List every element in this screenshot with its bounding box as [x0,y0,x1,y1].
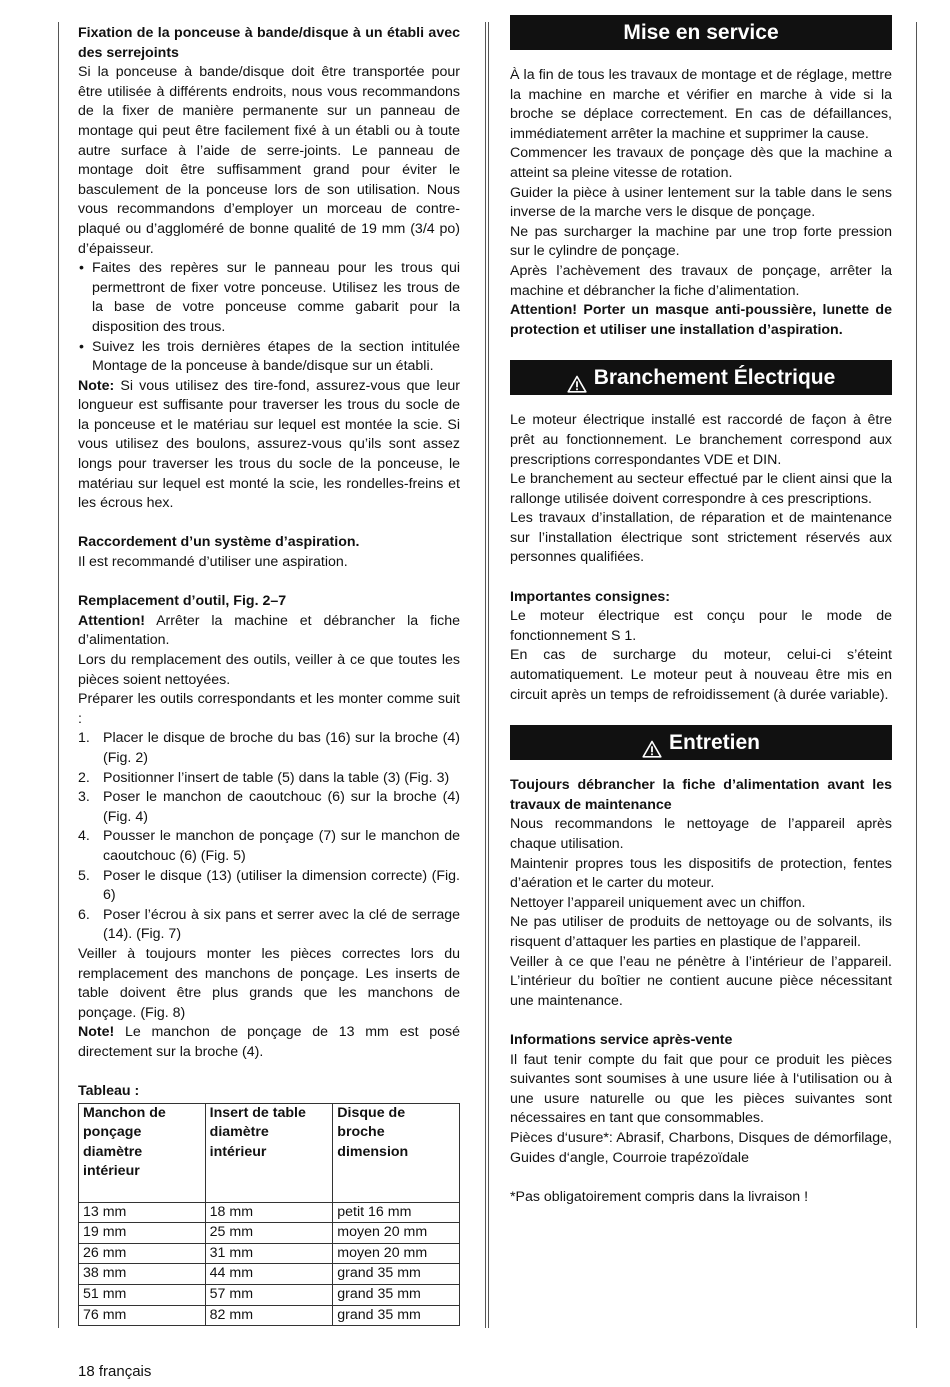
branchement-banner [510,360,892,395]
table-cell: 82 mm [205,1305,333,1326]
mise-en-service-title: Mise en service [623,21,779,44]
step-text: Poser l’écrou à six pans et serrer avec la clé de serrage (14). (Fig. 7) [103,906,460,943]
mise-paragraph: Ne pas surcharger la machine par une trop forte pression sur le cylindre de ponçage. [510,223,892,260]
entretien-paragraph: Maintenir propres tous les dispositifs de protection, fentes d’aération et le carter du moteur. [510,855,892,892]
table-row [79,1202,460,1223]
step-number: 4. [78,828,90,845]
step-number: 1. [78,730,90,747]
table-header-cell: Insert de table diamètre intérieur [205,1103,333,1202]
table-cell: 76 mm [79,1305,206,1326]
remplacement-note [78,1023,460,1062]
table-cell: 25 mm [205,1223,333,1244]
entretien-lead: Toujours débrancher la fiche d’alimentation avant les travaux de maintenance [510,777,892,813]
step-text: Pousser le manchon de ponçage (7) sur le manchon de caoutchouc (6) (Fig. 5) [103,828,460,864]
mise-paragraph: Guider la pièce à usiner lentement sur la table dans le sens inverse de la marche vers le disque de ponçage. [510,184,892,221]
step-item [78,827,460,866]
table-row [79,1243,460,1264]
bullet-item: • Faites des repères sur le panneau pour les trous qui permettront de fixer votre ponceuse. Utilisez les trous de la base de votre ponceuse comme gabarit pour la disposition des trous. [78,259,460,337]
branchement-title: Branchement Électrique [593,366,836,390]
branchement-paragraph: Le branchement au secteur effectué par le client ainsi que la rallonge utilisée doivent correspondre à ces prescriptions. [510,471,892,507]
step-text: Poser le disque (13) (utiliser la dimension correcte) (Fig. 6) [103,867,460,904]
right-margin-rule [916,22,917,1328]
table-cell: 44 mm [205,1264,333,1285]
column-divider-left [485,22,486,1328]
table-cell: moyen 20 mm [333,1223,460,1244]
fixation-title: Fixation de la ponceuse à bande/disque à un établi avec des serrejoints [78,25,460,61]
note-label: Note! [78,1024,115,1041]
step-number: 2. [78,769,90,786]
table-cell: grand 35 mm [333,1285,460,1306]
page-footer: 18 français [78,1363,152,1380]
step-text: Positionner l’insert de table (5) dans la table (3) (Fig. 3) [103,769,450,786]
step-number: 5. [78,867,90,884]
left-margin-rule [58,22,59,1328]
mise-warning: Attention! Porter un masque anti-poussière, lunette de protection et utiliser une installation d’aspiration. [510,302,892,338]
table-cell: 57 mm [205,1285,333,1306]
table-header-cell: Disque de broche dimension [333,1103,460,1202]
table-cell: 19 mm [79,1223,206,1244]
left-column [78,24,460,1326]
step-item [78,867,460,906]
right-column [510,15,892,1207]
section-branchement [510,360,892,705]
table-row [79,1264,460,1285]
warning-triangle-icon [567,369,587,387]
aspiration-body: Il est recommandé d’utiliser une aspiration. [78,554,348,571]
table-cell: 18 mm [205,1202,333,1223]
table-header-cell: Manchon de ponçage diamètre intérieur [79,1103,206,1202]
step-number: 6. [78,906,90,923]
table-cell: moyen 20 mm [333,1243,460,1264]
step-text: Placer le disque de broche du bas (16) sur la broche (4) (Fig. 2) [103,730,460,766]
table-cell: 26 mm [79,1243,206,1264]
table-cell: petit 16 mm [333,1202,460,1223]
remplacement-p2: Préparer les outils correspondants et les monter comme suit : [78,691,460,727]
fixation-body: Si la ponceuse à bande/disque doit être transportée pour être utilisée à différents endroits, nous vous recommandons de la fixer de manière permanente sur un panneau de montage qui peut être facilement fixé à un établi ou à toute autre surface à l’aide de serre-joints. Le panneau de montage doit être suffisamment grand pour éviter le basculement de la ponceuse lors de son utilisation. Nous vous recommandons d’employer un morceau de contre-plaqué ou d’aggloméré de bonne qualité de 19 mm (3/4 po) d’épaisseur. [78,64,460,257]
table-row [79,1285,460,1306]
fixation-note [78,377,460,514]
table-cell: 38 mm [79,1264,206,1285]
step-number: 3. [78,789,90,806]
mise-paragraph: Après l’achèvement des travaux de ponçage, arrêter la machine et débrancher la fiche d’alimentation. [510,262,892,299]
service-paragraph: Il faut tenir compte du fait que pour ce produit les pièces suivantes sont soumises à une usure liée à l‘utilisation ou à une usure naturelle ou que les pièces suivantes sont nécessaires en tant que consommables. [510,1051,892,1127]
remplacement-title: Remplacement d’outil, Fig. 2–7 [78,593,287,610]
section-remplacement [78,592,460,1062]
table-row [79,1305,460,1326]
table-cell: 31 mm [205,1243,333,1264]
tableau-title: Tableau : [78,1083,140,1100]
note-label: Note: [78,377,115,394]
step-item [78,788,460,827]
step-text: Poser le manchon de caoutchouc (6) sur la broche (4) (Fig. 4) [103,789,460,825]
service-title: Informations service après-vente [510,1031,733,1048]
entretien-paragraph: Ne pas utiliser de produits de nettoyage ou de solvants, ils risquent d’attaquer les parties en plastique de l’appareil. [510,914,892,950]
remplacement-attention [78,612,460,651]
section-tableau [78,1082,460,1326]
section-entretien [510,725,892,1207]
consignes-paragraph: En cas de surcharge du moteur, celui-ci s’éteint automatiquement. Le moteur peut à nouveau être mis en circuit après un temps de refroidissement (à durée variable). [510,647,892,703]
table-header-row [79,1103,460,1202]
entretien-paragraph: Nous recommandons le nettoyage de l’appareil après chaque utilisation. [510,816,892,852]
step-item [78,729,460,768]
table-row [79,1223,460,1244]
note-text: Le manchon de ponçage de 13 mm est posé directement sur la broche (4). [78,1024,460,1060]
warning-triangle-icon [642,734,662,752]
consignes-paragraph: Le moteur électrique est conçu pour le mode de fonctionnement S 1. [510,608,892,644]
section-fixation [78,24,460,514]
entretien-title: Entretien [668,731,760,755]
section-mise-en-service [510,15,892,340]
table-cell: grand 35 mm [333,1264,460,1285]
service-footnote: *Pas obligatoirement compris dans la livraison ! [510,1188,809,1205]
section-aspiration [78,533,460,572]
consignes-title: Importantes consignes: [510,588,671,605]
mise-en-service-banner [510,15,892,50]
aspiration-title: Raccordement d’un système d’aspiration. [78,534,360,551]
fixation-bullets [78,259,460,377]
remplacement-p1: Lors du remplacement des outils, veiller à ce que toutes les pièces soient nettoyées. [78,652,460,688]
remplacement-p3: Veiller à toujours monter les pièces correctes lors du remplacement des manchons de ponçage. Les inserts de table doivent être plus grands que les manchons de ponçage. (Fig. 8) [78,945,460,1021]
table-cell: 51 mm [79,1285,206,1306]
remplacement-steps [78,729,460,945]
branchement-paragraph: Les travaux d’installation, de réparation et de maintenance sur l’installation électrique sont strictement réservés aux personnes qualifiées. [510,510,892,566]
branchement-paragraph: Le moteur électrique installé est raccordé de façon à être prêt au fonctionnement. Le branchement correspond aux prescriptions correspondantes VDE et DIN. [510,412,892,468]
sleeve-size-table [78,1103,460,1327]
service-paragraph: Pièces d‘usure*: Abrasif, Charbons, Disques de démorfilage, Guides d‘angle, Courroie trapézoïdale [510,1129,892,1166]
step-item [78,906,460,945]
entretien-banner [510,725,892,760]
table-cell: 13 mm [79,1202,206,1223]
note-text: Si vous utilisez des tire-fond, assurez-vous que leur longueur est suffisante pour traverser les trous du socle de la ponceuse et le matériau sur lequel est montée la scie. Si vous utilisez des boulons, assurez-vous qu’ils sont assez longs pour traverser les trous du socle de la ponceuse, le matériau sur lequel est monté la scie, les rondelles-freins et les écrous hex. [78,377,460,512]
step-item [78,769,460,789]
column-divider-right [488,22,489,1328]
attention-label: Attention! [78,612,145,629]
table-cell: grand 35 mm [333,1305,460,1326]
mise-paragraph: À la fin de tous les travaux de montage et de réglage, mettre la machine en marche et vérifier en marche à vide si la broche se déplace correctement. En cas de défaillances, immédiatement arrêter la machine et supprimer la cause. [510,67,892,142]
attention-text: Arrêter la machine et débrancher la fiche d’alimentation. [78,612,460,649]
entretien-paragraph: Nettoyer l’appareil uniquement avec un chiffon. [510,894,806,911]
mise-paragraph: Commencer les travaux de ponçage dès que la machine a atteint sa pleine vitesse de rotation. [510,145,892,181]
bullet-item: • Suivez les trois dernières étapes de la section intitulée Montage de la ponceuse à bande/disque sur un établi. [78,338,460,377]
entretien-paragraph: Veiller à ce que l’eau ne pénètre à l’intérieur de l’appareil. L’intérieur du boîtier ne contient aucune pièce nécessitant une maintenance. [510,953,892,1009]
